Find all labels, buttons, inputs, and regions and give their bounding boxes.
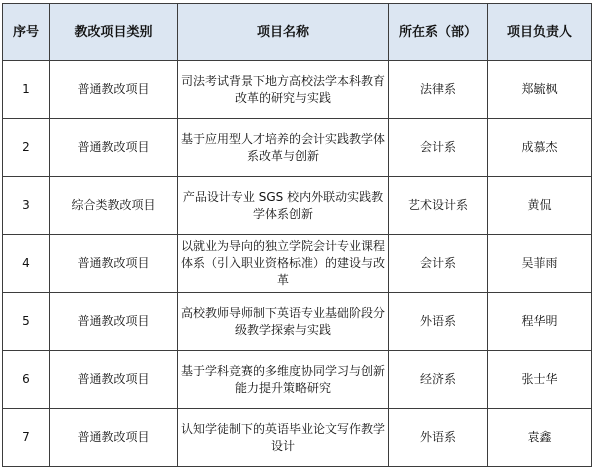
row-category: 普通教改项目 [50, 119, 178, 177]
table-row [3, 409, 592, 467]
header-department: 所在系（部） [389, 4, 488, 61]
table-body [3, 61, 592, 467]
row-category: 普通教改项目 [50, 235, 178, 293]
row-leader: 程华明 [488, 293, 592, 351]
table-row [3, 119, 592, 177]
row-department: 法律系 [389, 61, 488, 119]
row-project-name-text: 基于应用型人才培养的会计实践教学体系改革与创新 [180, 131, 385, 163]
table-header [3, 4, 592, 61]
header-row [3, 4, 592, 61]
table-row [3, 177, 592, 235]
row-project-name [178, 119, 389, 177]
row-category: 普通教改项目 [50, 351, 178, 409]
row-serial: 1 [3, 61, 50, 119]
row-department: 会计系 [389, 119, 488, 177]
header-project-name: 项目名称 [178, 4, 389, 61]
row-project-name [178, 409, 389, 467]
row-department: 外语系 [389, 293, 488, 351]
row-category: 普通教改项目 [50, 409, 178, 467]
row-department: 经济系 [389, 351, 488, 409]
row-project-name-text: 司法考试背景下地方高校法学本科教育改革的研究与实践 [180, 73, 385, 105]
header-serial: 序号 [3, 4, 50, 61]
row-serial: 5 [3, 293, 50, 351]
row-project-name-text: 以就业为导向的独立学院会计专业课程体系（引入职业资格标准）的建设与改革 [180, 239, 385, 287]
row-project-name [178, 177, 389, 235]
row-leader: 张士华 [488, 351, 592, 409]
row-project-name-text: 认知学徒制下的英语毕业论文写作教学设计 [180, 421, 385, 453]
row-project-name-text: 高校教师导师制下英语专业基础阶段分级教学探索与实践 [180, 305, 385, 337]
row-department: 外语系 [389, 409, 488, 467]
header-leader: 项目负责人 [488, 4, 592, 61]
row-project-name [178, 61, 389, 119]
row-project-name [178, 351, 389, 409]
row-category: 普通教改项目 [50, 61, 178, 119]
table-row [3, 293, 592, 351]
row-project-name [178, 235, 389, 293]
row-project-name-text: 产品设计专业 SGS 校内外联动实践教学体系创新 [182, 189, 384, 221]
row-project-name-text: 基于学科竞赛的多维度协同学习与创新能力提升策略研究 [180, 363, 385, 395]
row-leader: 郑毓枫 [488, 61, 592, 119]
row-department: 会计系 [389, 235, 488, 293]
row-category: 普通教改项目 [50, 293, 178, 351]
table-row [3, 61, 592, 119]
table-row [3, 351, 592, 409]
header-category: 教改项目类别 [50, 4, 178, 61]
row-serial: 6 [3, 351, 50, 409]
row-serial: 4 [3, 235, 50, 293]
row-leader: 吴菲雨 [488, 235, 592, 293]
table-row [3, 235, 592, 293]
row-department: 艺术设计系 [389, 177, 488, 235]
row-serial: 2 [3, 119, 50, 177]
row-category: 综合类教改项目 [50, 177, 178, 235]
row-leader: 成慕杰 [488, 119, 592, 177]
row-serial: 7 [3, 409, 50, 467]
project-table [2, 3, 592, 467]
row-project-name [178, 293, 389, 351]
row-leader: 黄侃 [488, 177, 592, 235]
row-leader: 袁鑫 [488, 409, 592, 467]
row-serial: 3 [3, 177, 50, 235]
